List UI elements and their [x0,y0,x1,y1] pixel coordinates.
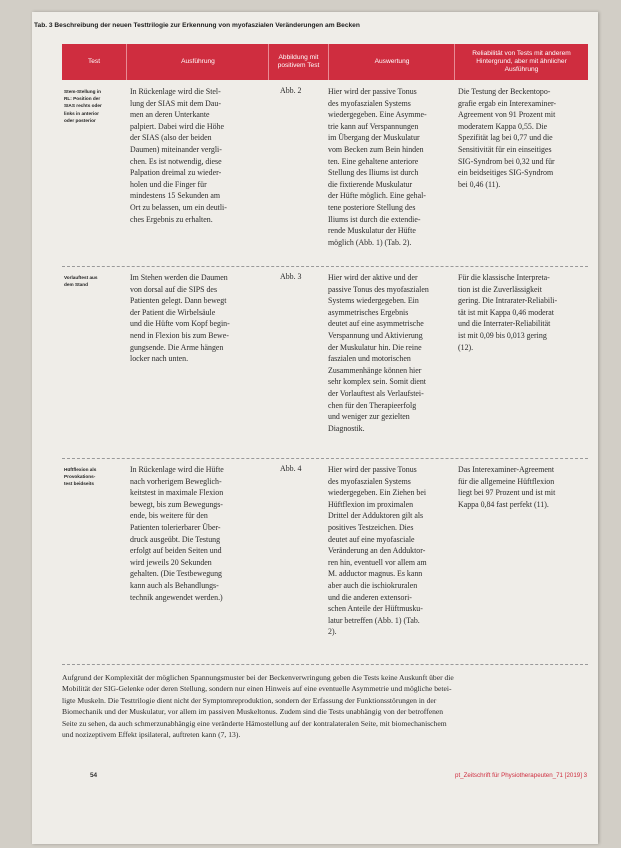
figure-reference: Abb. 3 [280,272,302,281]
header-auswertung: Auswertung [328,44,455,80]
ausfuehrung-text: Im Stehen werden die Daumen von dorsal auf die SIPS des Patienten gelegt. Dann bewegt der Patient die Wirbelsäule und die Hüfte vom Kopf begin- nend in Flexion bis zum Bewe- gungsende. Die Arme hängen locker nach unten. [130,273,230,364]
test-name: Vorlauftest aus dem Stand [64,275,98,288]
auswertung-text: Hier wird der passive Tonus des myofaszialen Systems wiedergegeben. Eine Asymme- trie kann auf Verspannungen im Übergang der Muskulatur vom Becken zum Bein hinden ten. Eine gehaltene anteriore Stellung des Iliums ist durch die fixtierende Muskulatur der Hüfte möglich. Eine gehal- tene posteriore Stellung des Iliums ist durch die extendie- rende Muskulatur der Hüfte möglich (Abb. 1) (Tab. 2). [328,87,427,247]
ausfuehrung-text: In Rückenlage wird die Hüfte nach vorherigem Beweglich- keitstest in maximale Flexion bewegt, bis zum Bewegungs- ende, bis weitere für den Patienten tolerierbarer Über- druck ausgeübt. Die Testung erfolgt auf beiden Seiten und wird jeweils 20 Sekunden gehalten. (Die Testbewegung kann auch als Behandlungs- technik angewendet werden.) [130,465,224,602]
header-abbildung: Abbildung mit positivem Test [268,44,328,80]
reliabilitaet-text: Die Testung der Beckentopo- grafie ergab ein Interexaminer- Agreement von 91 Prozent mit moderatem Kappa 0,55. Die Spezifität lag bei 0,77 und die Sensitivität für ein einseitiges SIG-Syndrom bei 0,32 und für ein beidseitiges SIG-Syndrom bei 0,46 (11). [458,87,557,189]
table-caption: Tab. 3 Beschreibung der neuen Testtrilogie zur Erkennung von myofaszialen Veränderungen am Becken [34,22,360,29]
page-number: 54 [90,772,98,779]
table-row [62,458,588,665]
table-row [62,266,588,459]
figure-reference: Abb. 4 [280,464,302,473]
journal-footer: pt_Zeitschrift für Physiotherapeuten_71 [2019] 3 [455,772,588,779]
auswertung-text: Hier wird der passive Tonus des myofaszialen Systems wiedergegeben. Ein Ziehen bei Hüftflexion im proximalen Drittel der Adduktoren gilt als positives Testzeichen. Dies deutet auf eine myofasciale Veränderung an den Adduktor- ren hin, eventuell vor allem am M. adductor magnus. Es kann aber auch die ischiokruralen und die anderen extensori- schen Anteile der Hüftmusku- latur betreffen (Abb. 1) (Tab. 2). [328,465,427,637]
header-ausfuehrung: Ausführung [126,44,269,80]
header-reliabilitaet: Reliabilität von Tests mit anderem Hintergrund, aber mit ähnlicher Ausführung [454,44,588,80]
header-test: Test [87,57,101,65]
summary-paragraph: Aufgrund der Komplexität der möglichen Spannungsmuster bei der Beckenverwringung geben die Tests keine Auskunft über die Mobilität der SIG-Gelenke oder deren Stellung, sondern nur einen Hinweis auf eine eventuelle Asymmetrie und mögliche betei- ligte Muskeln. Die Testtrilogie dient nicht der Symptomreproduktion, sondern der Erfassung der Funktionsstörungen in der Biomechanik und der Muskulatur, vor allem im passiven Muskeltonus. Zudem sind die Tests unabhängig von der betroffenen Seite zu sehen, da auch schmerzunabhängig eine veränderte Hämostellung auf der kontralateralen Seite, mit biomechanischem und nozizeptivem Effekt ipsilateral, auftreten kann (7, 13). [62,673,454,740]
test-name: Hüftflexion als Provokations- test beidseits [64,467,97,487]
ausfuehrung-text: In Rückenlage wird die Stel- lung der SIAS mit dem Dau- men an deren Unterkante palpiert. Dabei wird die Höhe der SIAS (also der beiden Daumen) miteinander vergli- chen. Es ist notwendig, diese Palpation dreimal zu wieder- holen und die Finger für mindestens 15 Sekunden am Ort zu belassen, um ein deutli- ches Ergebnis zu erhalten. [130,87,227,224]
auswertung-text: Hier wird der aktive und der passive Tonus des myofaszialen Systems wiedergegeben. Ein asymmetrisches Ergebnis deutet auf eine asymmetrische Verspannung und Aktivierung der Muskulatur hin. Die reine faszialen und motorischen Zusammenhänge können hier sehr komplex sein. Somit dient der Vorlauftest als Verlaufstei- chen für den Therapieerfolg und weniger zur gezielten Diagnostik. [328,273,429,433]
figure-reference: Abb. 2 [280,86,302,95]
table-header [62,44,588,80]
table-row [62,80,588,267]
reliabilitaet-text: Für die klassische Interpreta- tion ist die Zuverlässigkeit gering. Die Intrarater-Reliabili- tät ist mit Kappa 0,46 moderat und die Interrater-Reliabilität ist mit 0,09 bis 0,013 gering (12). [458,273,558,352]
test-name: Stem-Stellung in RL: Position der SIAS rechts oder links in anterior oder posterior [64,89,102,123]
reliabilitaet-text: Das Interexaminer-Agreement für die allgemeine Hüftflexion liegt bei 97 Prozent und ist mit Kappa 0,84 fast perfekt (11). [458,465,556,509]
